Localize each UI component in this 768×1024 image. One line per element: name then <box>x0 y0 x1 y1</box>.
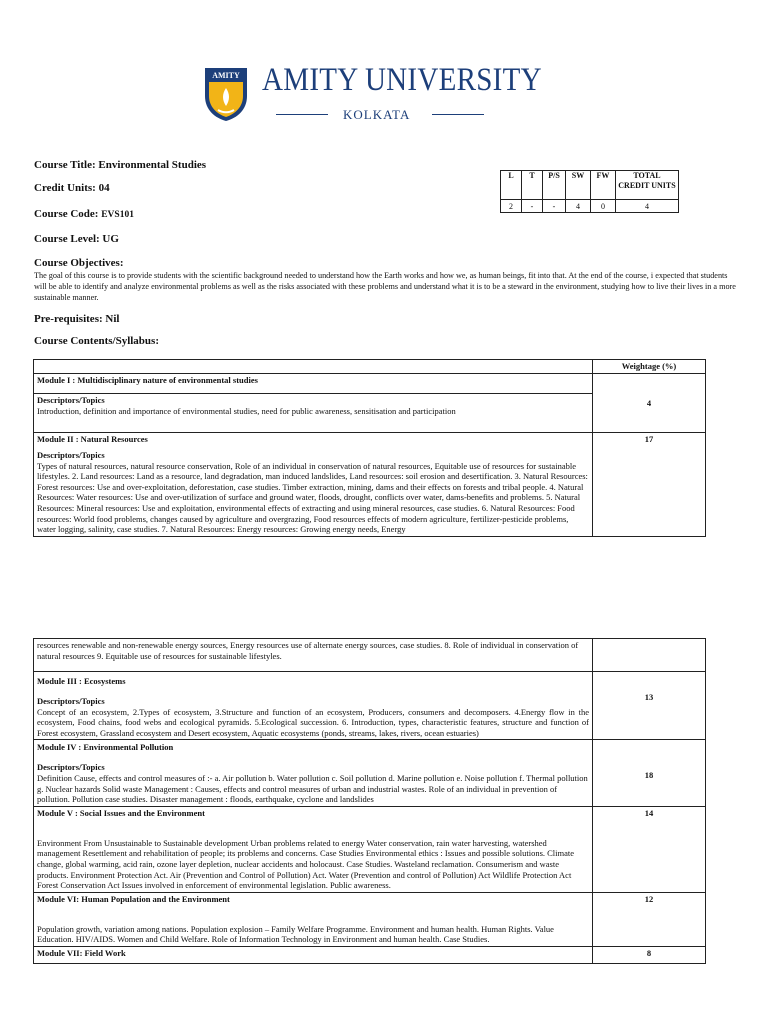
module4-desc-heading: Descriptors/Topics <box>37 762 105 773</box>
module6-title: Module VI: Human Population and the Environment <box>37 893 230 904</box>
module4-row <box>34 740 706 806</box>
module3-desc-text: Concept of an ecosystem, 2.Types of ecosystem, 3.Structure and function of an ecosystem, Producers, consumers and decomposers. 4.Energy flow in the ecosystem, Food chains, food webs and ecological pyramids. 5.Ecological succession. 6. Introduction, types, characteristic features, structure and function of Forest ecosystem, Grassland ecosystem and Desert ecosystem, Aquatic ecosystems (ponds, streams, lakes, rivers, ocean estuaries) <box>37 706 589 738</box>
units-value-row <box>501 200 679 213</box>
units-header-t: T <box>522 171 543 200</box>
objectives-heading: Course Objectives: <box>34 257 124 269</box>
logo-divider-left <box>276 114 328 115</box>
syllabus-table-part1 <box>33 359 706 537</box>
module1-title-row <box>34 374 706 394</box>
module7-weight: 8 <box>593 946 706 963</box>
module6-weight: 12 <box>593 892 706 946</box>
objectives-text: The goal of this course is to provide students with the scientific background needed to understand how the Earth works and how we, as human beings, fit into that. At the end of the course, i expected that students will be able to identify and analyze environmental problems as well as the risks associated with these problems and understand what it is to be a steward in the environment, studying how to live their lives in a more sustainable manner. <box>34 271 736 302</box>
units-header-fw: FW <box>591 171 616 200</box>
module6-cell <box>34 892 593 946</box>
module1-weight: 4 <box>593 374 706 433</box>
module2-row <box>34 433 706 537</box>
module1-desc-heading: Descriptors/Topics <box>37 395 105 405</box>
university-shield-logo <box>203 66 249 122</box>
module2-desc-text: Types of natural resources, natural resource conservation, Role of an individual in conservation of natural resources, Equitable use of resources for sustainable lifestyles. 2. Land resources: Land as a resource, land degradation, man induced landslides, Land resources: soil erosion and desertification. 3. Natural Resources: Forest resources: Use and over-exploitation, deforestation, case studies. Timber extraction, mining, dams and their effects on forests and tribal people. 4. Natural Resources: Water resources: Use and over-utilization of surface and ground water, floods, drought, conflicts over water, dams-benefits and problems. 5. Natural Resources: Mineral resources: Use and exploitation, environmental effects of extracting and using mineral resources, case studies. 6. Natural Resources: Food resources: World food problems, changes caused by agriculture and overgrazing, Food resources effects of modern agriculture, fertilizer-pesticide problems, water logging, salinity, case studies. 7. Natural Resources: Energy resources: Growing energy needs, Energy <box>37 460 588 535</box>
units-value-ps: - <box>543 200 566 213</box>
module5-row <box>34 806 706 892</box>
course-code-value: EVS101 <box>101 210 134 220</box>
contents-heading: Course Contents/Syllabus: <box>34 335 159 347</box>
module4-title: Module IV : Environmental Pollution <box>37 742 174 753</box>
module5-cell <box>34 806 593 892</box>
module1-title: Module I : Multidisciplinary nature of environmental studies <box>34 374 593 394</box>
module3-cell <box>34 672 593 740</box>
module3-title: Module III : Ecosystems <box>37 676 126 686</box>
units-header-total: TOTAL CREDIT UNITS <box>616 171 679 200</box>
course-level: Course Level: UG <box>34 233 119 245</box>
module5-title: Module V : Social Issues and the Environment <box>37 807 205 818</box>
logo-divider-right <box>432 114 484 115</box>
module1-desc-text: Introduction, definition and importance of environmental studies, need for public awareness, sensitisation and participation <box>37 405 456 416</box>
units-value-total: 4 <box>616 200 679 213</box>
course-title: Course Title: Environmental Studies <box>34 159 207 171</box>
module6-row <box>34 892 706 946</box>
module3-weight: 13 <box>593 672 706 740</box>
syllabus-table-part2 <box>33 638 706 964</box>
units-value-fw: 0 <box>591 200 616 213</box>
university-name: AMITY UNIVERSITY <box>262 62 542 98</box>
module2-continued-row <box>34 639 706 672</box>
module2-continued-empty <box>593 639 706 672</box>
shield-text: AMITY <box>212 71 240 80</box>
module2-continued-text: resources renewable and non-renewable energy sources, Energy resources use of alternate energy sources, case studies. 8. Role of individual in conservation of natural resources 9. Equitable use of resources for sustainable lifestyles. <box>34 639 593 672</box>
module2-desc-heading: Descriptors/Topics <box>37 450 105 460</box>
units-value-sw: 4 <box>566 200 591 213</box>
units-header-ps: P/S <box>543 171 566 200</box>
module4-weight: 18 <box>593 740 706 806</box>
campus-name: KOLKATA <box>343 107 411 122</box>
credit-units: Credit Units: 04 <box>34 182 110 194</box>
module7-title: Module VII: Field Work <box>34 946 593 963</box>
module2-weight: 17 <box>593 433 706 537</box>
module6-desc-text: Population growth, variation among nations. Population explosion – Family Welfare Programme. Environment and human health. Human Rights. Value Education. HIV/AIDS. Women and Child Welfare. Role of Information Technology in Environment and human health. Case Studies. <box>37 923 554 945</box>
credit-units-table <box>500 170 679 213</box>
course-code <box>34 208 134 220</box>
header-empty-cell <box>34 360 593 374</box>
module4-cell <box>34 740 593 806</box>
module1-desc-cell <box>34 394 593 433</box>
module5-weight: 14 <box>593 806 706 892</box>
module2-title: Module II : Natural Resources <box>37 434 148 444</box>
units-header-row <box>501 171 679 200</box>
weightage-header: Weightage (%) <box>593 360 706 374</box>
weightage-header-row <box>34 360 706 374</box>
units-value-l: 2 <box>501 200 522 213</box>
units-header-l: L <box>501 171 522 200</box>
module3-row <box>34 672 706 740</box>
module5-desc-text: Environment From Unsustainable to Sustainable development Urban problems related to energy Water conservation, rain water harvesting, watershed management Resettlement and rehabilitation of people; its problems and concerns. Case Studies Environmental ethics : Issues and possible solutions. Climate change, global warming, acid rain, ozone layer depletion, nuclear accidents and holocaust. Case Studies. Wasteland reclamation. Consumerism and waste products. Environment Protection Act. Air (Prevention and Control of Pollution) Act. Water (Prevention and control of Pollution) Act Wildlife Protection Act Forest Conservation Act Issues involved in enforcement of environmental legislation. Public awareness. <box>37 837 575 891</box>
course-code-label: Course Code: <box>34 208 99 220</box>
units-value-t: - <box>522 200 543 213</box>
module7-row <box>34 946 706 963</box>
module3-desc-heading: Descriptors/Topics <box>37 696 105 706</box>
module2-cell <box>34 433 593 537</box>
units-header-sw: SW <box>566 171 591 200</box>
prerequisites: Pre-requisites: Nil <box>34 313 120 325</box>
module4-desc-text: Definition Cause, effects and control measures of :- a. Air pollution b. Water pollution c. Soil pollution d. Marine pollution e. Noise pollution f. Thermal pollution g. Nuclear hazards Solid waste Management : Causes, effects and control measures of urban and industrial wastes. Role of an individual in prevention of pollution. Pollution case studies. Disaster management : floods, earthquake, cyclone and landslides <box>37 772 588 805</box>
